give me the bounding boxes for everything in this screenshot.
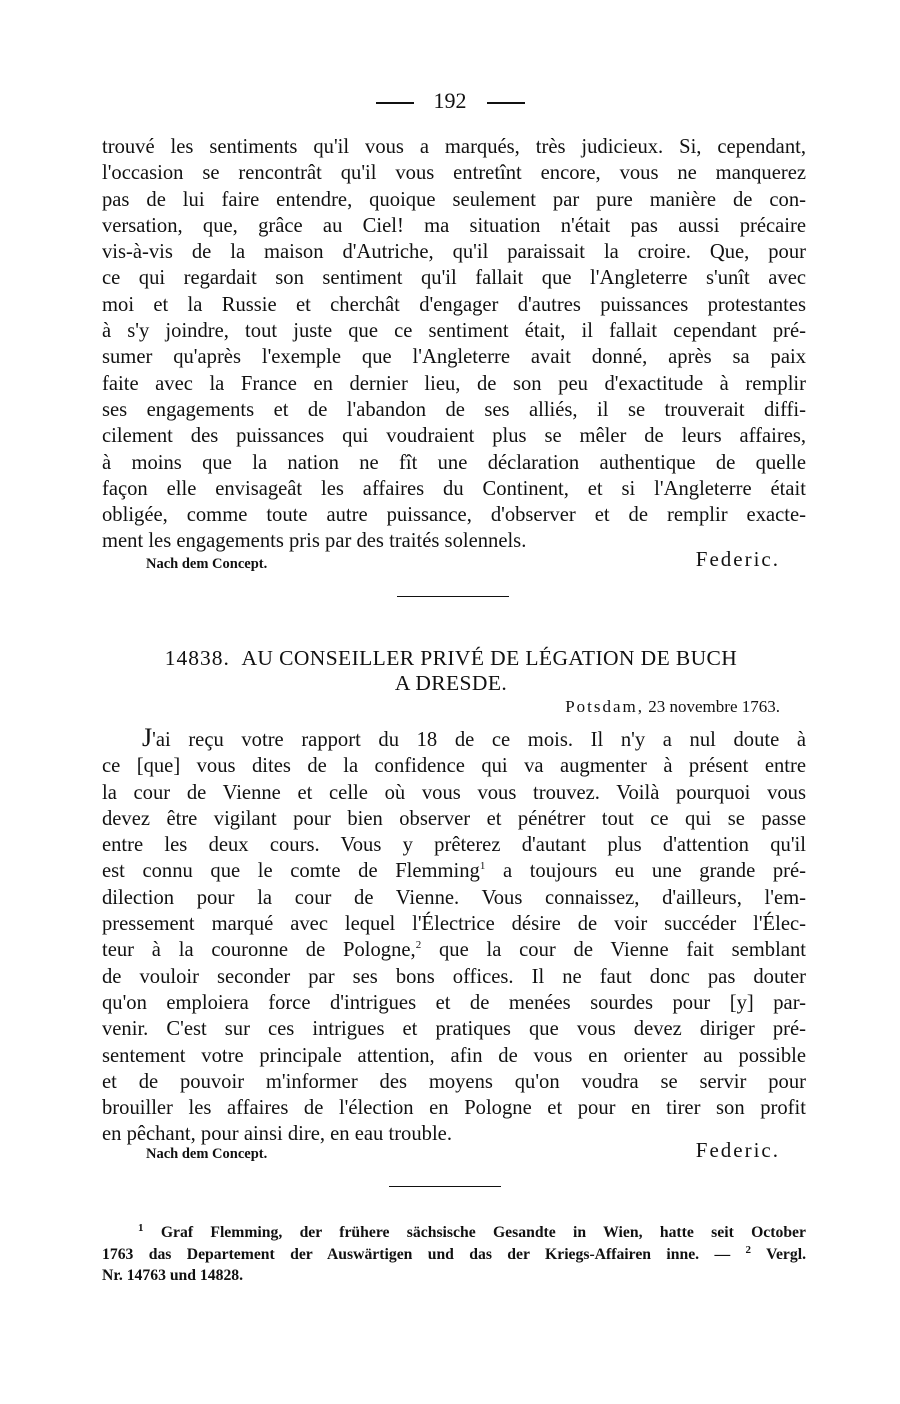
- text-line: ce [que] vous dites de la confidence qui va augmenter à présent entre: [102, 755, 806, 778]
- text-line: ce qui regardait son sentiment qu'il fallait que l'Angleterre s'unît avec: [102, 267, 806, 290]
- letter-title-line-2: A DRESDE.: [394, 671, 508, 695]
- text-line: cilement des puissances qui voudraient plus se mêler de leurs affaires,: [102, 425, 806, 448]
- text-line: [102, 725, 806, 753]
- text-line: pressement marqué avec lequel l'Électrice désire de voir succéder l'Élec-: [102, 913, 806, 936]
- text-line: vis-à-vis de la maison d'Autriche, qu'il paraissait la croire. Que, pour: [102, 241, 806, 264]
- text-segment: teur à la couronne de Pologne,: [102, 939, 416, 962]
- text-line: ses engagements et de l'abandon de ses alliés, il se trouverait diffi-: [102, 398, 806, 421]
- text-line: faite avec la France en dernier lieu, de son peu d'exactitude à remplir: [102, 372, 806, 395]
- text-line: sumer qu'après l'exemple que l'Angleterre avait donné, après sa paix: [102, 346, 806, 369]
- text-line: versation, que, grâce au Ciel! ma situation n'était pas aussi précaire: [102, 214, 806, 237]
- footnote-text: Vergl.: [751, 1245, 807, 1263]
- letter-1-signature: Federic.: [695, 547, 780, 571]
- section-divider: [397, 596, 509, 597]
- letter-2-title: [116, 646, 786, 696]
- footnote-text: 1763 das Departement der Auswärtigen und das der Kriegs-Affairen inne. —: [102, 1245, 731, 1263]
- header-dash-left: [376, 102, 414, 103]
- text-segment: a toujours eu une grande pré-: [485, 860, 806, 883]
- page-header: [0, 88, 900, 114]
- header-dash-right: [487, 102, 525, 103]
- text-line: en pêchant, pour ainsi dire, en eau trouble.: [102, 1123, 452, 1146]
- text-line: sentement votre principale attention, afin de vous en orienter au possible: [102, 1044, 806, 1067]
- text-line: façon elle envisageât les affaires du Continent, et si l'Angleterre était: [102, 477, 806, 500]
- footnote-mark-1: 1: [138, 1221, 144, 1234]
- footnote-text: Graf Flemming, der frühere sächsische Gesandte in Wien, hatte seit October: [143, 1224, 806, 1241]
- letter-number: 14838.: [164, 646, 230, 670]
- text-line: entre les deux cours. Vous y prêterez d'autant plus d'attention qu'il: [102, 834, 806, 857]
- text-line: moi et la Russie et cherchât d'engager d'autres puissances protestantes: [102, 293, 806, 316]
- text-line: l'occasion se rencontrât qu'il vous entretînt encore, vous ne manquerez: [102, 162, 806, 185]
- page-number: 192: [433, 88, 467, 113]
- text-segment: est connu que le comte de Flemming: [102, 860, 480, 883]
- footnote-line: [102, 1222, 806, 1244]
- section-divider: [389, 1186, 501, 1187]
- text-line: et de pouvoir m'informer des moyens qu'on voudra se servir pour: [102, 1070, 806, 1093]
- footnote-mark-2: 2: [745, 1243, 751, 1256]
- footnotes: [102, 1222, 806, 1287]
- text-line: obligée, comme toute autre puissance, d'observer et de remplir exacte-: [102, 504, 806, 527]
- footnote-line: [102, 1244, 806, 1266]
- text-line: la cour de Vienne et celle où vous vous trouvez. Voilà pourquoi vous: [102, 781, 806, 804]
- footnote-line: Nr. 14763 und 14828.: [102, 1267, 244, 1284]
- text-line: à moins que la nation ne fît une déclaration authentique de quelle: [102, 451, 806, 474]
- text-line: de vouloir seconder par ses bons offices. Il ne faut donc pas douter: [102, 965, 806, 988]
- text-line: [102, 937, 806, 963]
- letter-title-line-1: AU CONSEILLER PRIVÉ DE LÉGATION DE BUCH: [241, 646, 738, 670]
- letter-1-source-note: Nach dem Concept.: [146, 556, 268, 572]
- text-line: trouvé les sentiments qu'il vous a marqués, très judicieux. Si, cependant,: [102, 136, 806, 158]
- letter-2-dateline: [565, 697, 780, 717]
- footnote-ref-1: 1: [479, 860, 486, 873]
- text-line: pas de lui faire entendre, quoique seulement par pure manière de con-: [102, 188, 806, 211]
- text-line: devez être vigilant pour bien observer et pénétrer tout ce qui se passe: [102, 807, 806, 830]
- text-line: brouiller les affaires de l'élection en Pologne et pour en tirer son profit: [102, 1097, 806, 1120]
- text-line: [102, 858, 806, 884]
- letter-2-body: [102, 725, 806, 1148]
- letter-1-body: [102, 134, 806, 555]
- letter-2-source-note: Nach dem Concept.: [146, 1146, 268, 1162]
- text-segment: que la cour de Vienne fait semblant: [421, 939, 806, 962]
- date-place: Potsdam,: [565, 697, 645, 716]
- date-rest: 23 novembre 1763.: [644, 697, 780, 716]
- initial-letter: J: [142, 723, 153, 752]
- letter-2-signature: Federic.: [695, 1138, 780, 1162]
- first-line-text: 'ai reçu votre rapport du 18 de ce mois. Il n'y a nul doute à: [152, 729, 806, 751]
- text-line: dilection pour la cour de Vienne. Vous connaissez, d'ailleurs, l'em-: [102, 886, 806, 909]
- text-line: venir. C'est sur ces intrigues et pratiques que vous devez diriger pré-: [102, 1018, 806, 1041]
- footnote-ref-2: 2: [415, 939, 422, 952]
- text-line: à s'y joindre, tout juste que ce sentiment était, il fallait cependant pré-: [102, 320, 806, 343]
- text-line: qu'on emploiera force d'intrigues et de menées sourdes pour [y] par-: [102, 991, 806, 1014]
- text-line: ment les engagements pris par des traités solennels.: [102, 530, 527, 553]
